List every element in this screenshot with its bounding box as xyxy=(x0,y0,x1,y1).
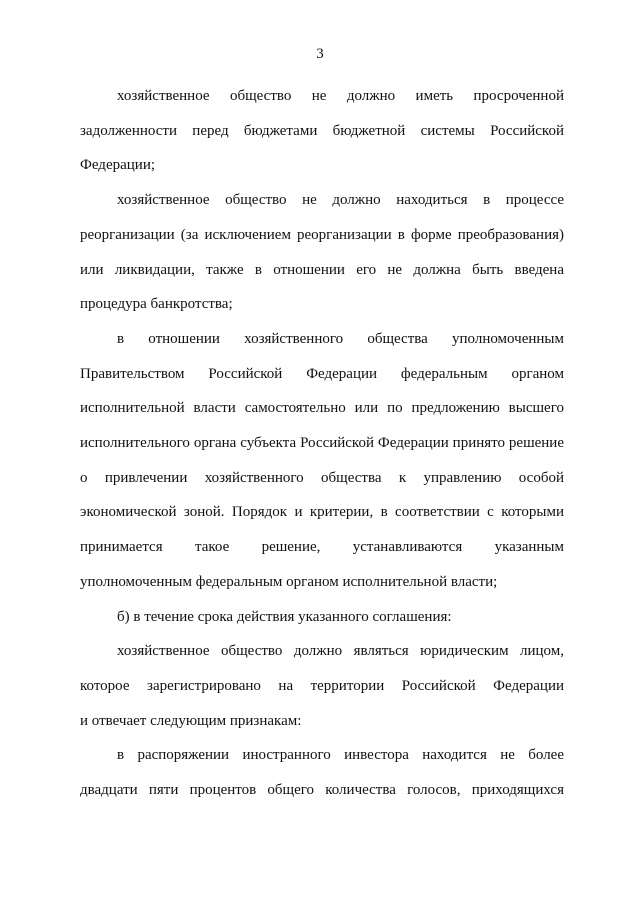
paragraph-legal-entity xyxy=(80,634,564,738)
document-body xyxy=(80,79,564,808)
text-line: задолженности перед бюджетами бюджетной системы Российской xyxy=(80,122,564,139)
text-line: или ликвидации, также в отношении его не должна быть введена xyxy=(80,261,564,278)
text-line: в отношении хозяйственного общества уполномоченным xyxy=(117,330,564,347)
text-line: двадцати пяти процентов общего количества голосов, приходящихся xyxy=(80,782,564,799)
paragraph-foreign-investor xyxy=(80,738,564,807)
text-line: хозяйственное общество не должно находиться в процессе xyxy=(117,192,564,209)
text-line: хозяйственное общество не должно иметь просроченной xyxy=(117,88,564,104)
paragraph-tax-debt xyxy=(80,79,564,183)
text-line: экономической зоной. Порядок и критерии, в соответствии с которыми xyxy=(80,504,564,521)
paragraph-management-decision xyxy=(80,322,564,600)
page-number: 3 xyxy=(316,46,324,62)
text-line: исполнительного органа субъекта Российской Федерации принято решение xyxy=(80,435,564,452)
text-line: реорганизации (за исключением реорганизации в форме преобразования) xyxy=(80,226,564,243)
text-line: хозяйственное общество должно являться юридическим лицом, xyxy=(117,643,564,660)
text-line: б) в течение срока действия указанного соглашения: xyxy=(117,608,452,625)
text-line: в распоряжении иностранного инвестора находится не более xyxy=(117,747,564,764)
text-line: уполномоченным федеральным органом исполнительной власти; xyxy=(80,573,498,590)
text-line: Федерации; xyxy=(80,157,156,174)
paragraph-reorganization xyxy=(80,183,564,322)
text-line: исполнительной власти самостоятельно или по предложению высшего xyxy=(80,400,564,417)
text-line: и отвечает следующим признакам: xyxy=(80,712,302,729)
text-line: о привлечении хозяйственного общества к управлению особой xyxy=(80,469,564,486)
text-line: Правительством Российской Федерации федеральным органом xyxy=(80,365,564,382)
text-line: которое зарегистрировано на территории Российской Федерации xyxy=(80,677,564,694)
paragraph-agreement-term xyxy=(80,600,564,635)
text-line: принимается такое решение, устанавливаются указанным xyxy=(80,539,564,556)
text-line: процедура банкротства; xyxy=(80,296,233,313)
